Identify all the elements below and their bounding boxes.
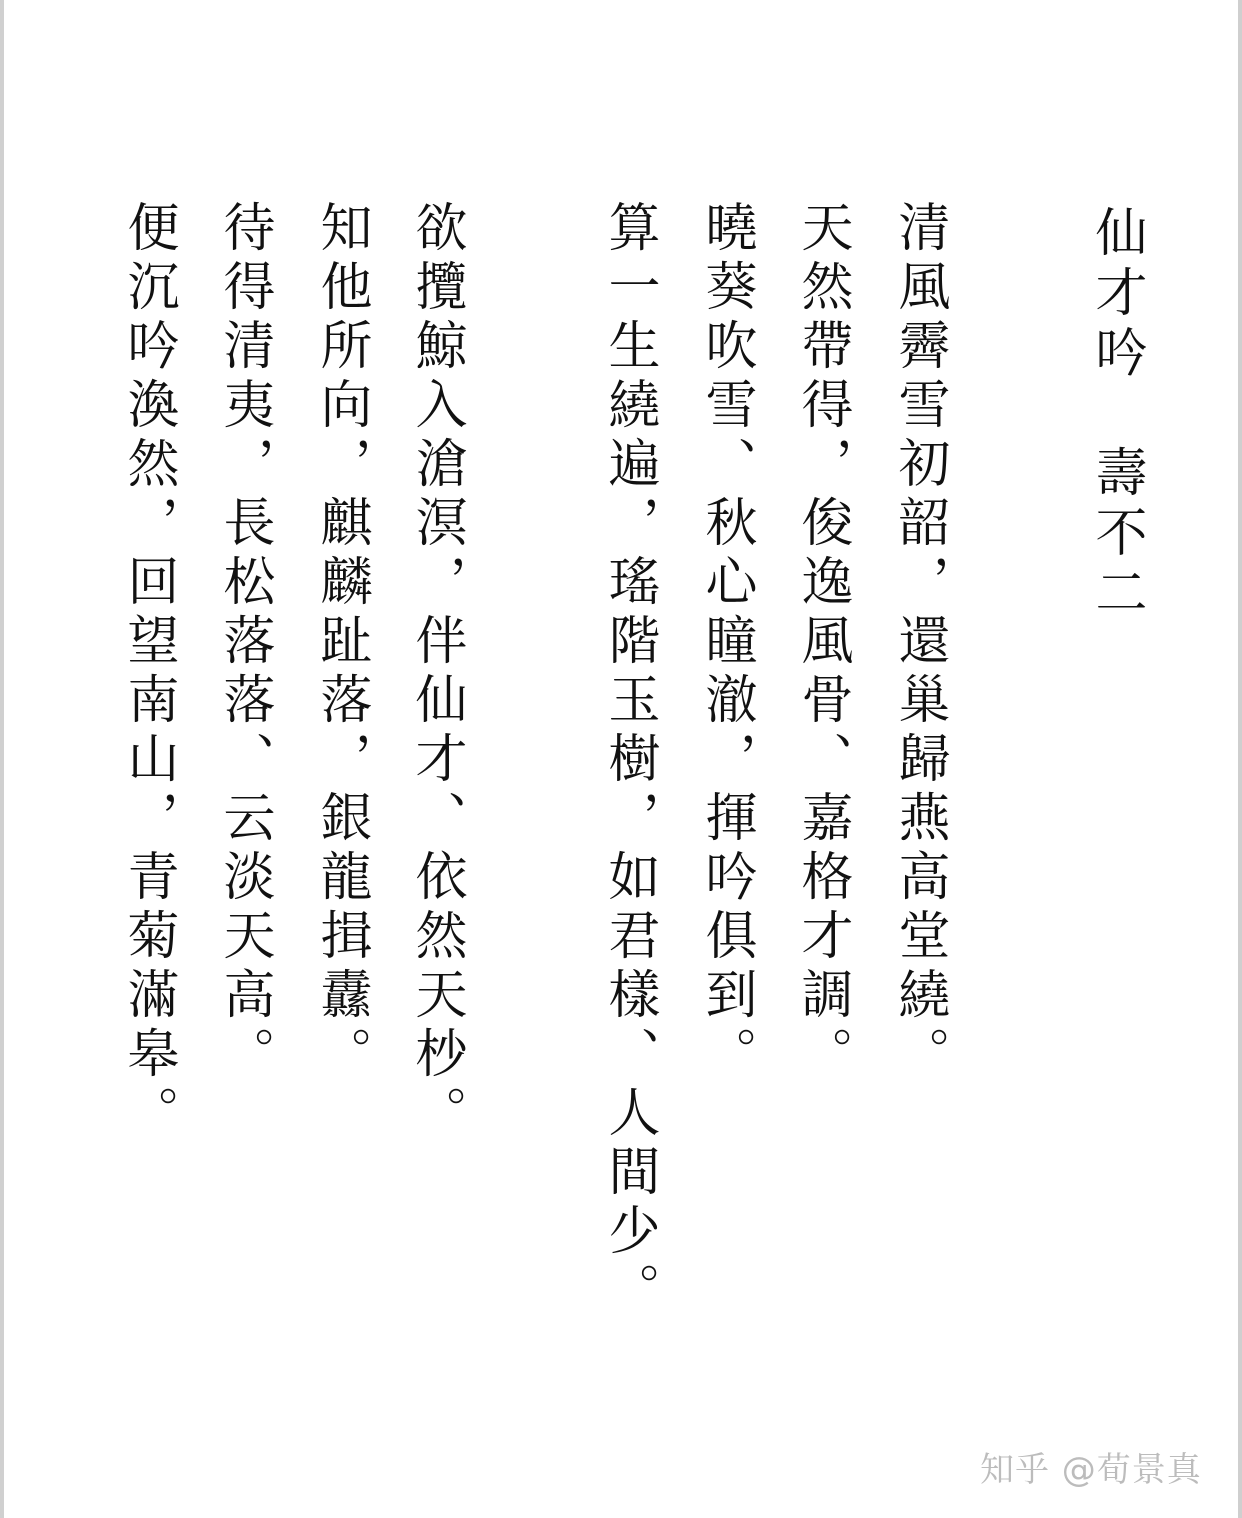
poem-line-7: 待得清夷，長松落落、云淡天高。 (214, 200, 274, 1085)
poem-line-2: 天然帶得，俊逸風骨、嘉格才調。 (792, 200, 852, 1085)
poem-title: 仙才吟 壽不二 (1086, 205, 1146, 625)
page-right-edge (1238, 0, 1242, 1518)
poem-line-6: 知他所向，麒麟趾落，銀龍揖纛。 (311, 200, 371, 1085)
page-left-edge (0, 0, 4, 1518)
poem-line-3: 曉葵吹雪、秋心瞳澈，揮吟俱到。 (696, 200, 756, 1085)
poem-line-8: 便沉吟渙然，回望南山，青菊滿皋。 (118, 200, 178, 1144)
poem-line-5: 欲攬鯨入滄溟，伴仙才、依然天杪。 (406, 200, 466, 1144)
poem-line-1: 清風霽雪初韶，還巢歸燕高堂繞。 (889, 200, 949, 1085)
watermark-text: 知乎 @荀景真 (980, 1450, 1202, 1490)
poem-line-4: 算一生繞遍，瑤階玉樹，如君樣、人間少。 (599, 200, 659, 1321)
